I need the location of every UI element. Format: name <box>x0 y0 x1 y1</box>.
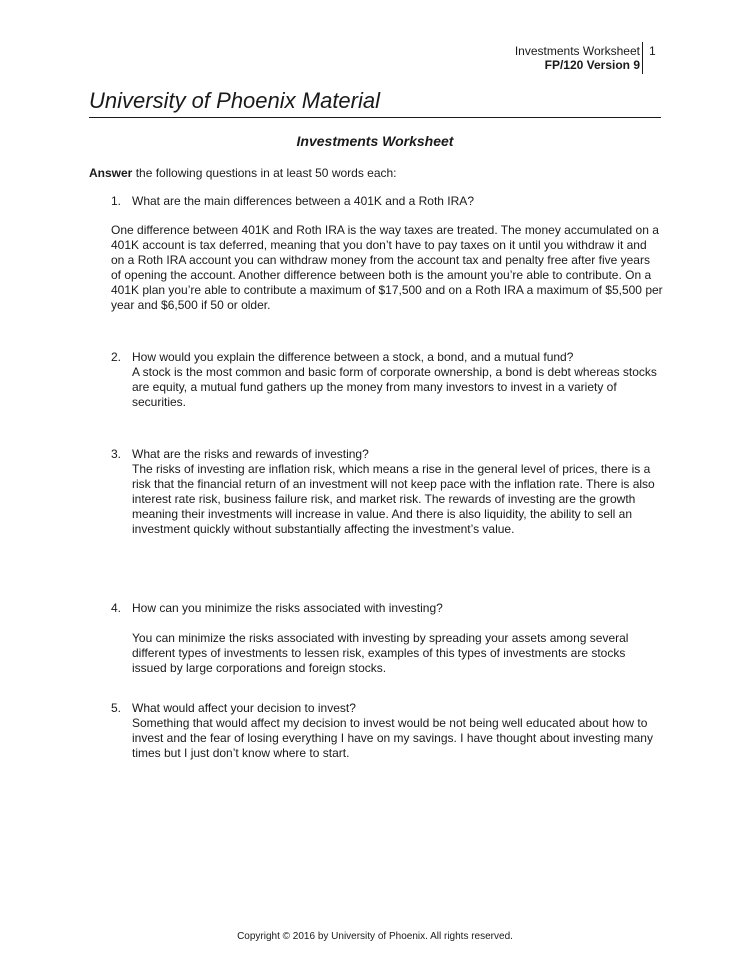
question-5 <box>111 701 661 761</box>
instructions <box>89 166 397 181</box>
answer-text: A stock is the most common and basic form of corporate ownership, a bond is debt whereas stocks are equity, a mutual fund gathers up the money from many investors to invest in a variety of securities. <box>132 365 657 409</box>
question-number: 1. <box>111 194 122 208</box>
question-3 <box>111 447 661 537</box>
question-number: 5. <box>111 701 122 715</box>
question-text: How can you minimize the risks associated with investing? <box>132 601 443 615</box>
course-version: FP/120 Version 9 <box>544 58 640 72</box>
answer-text: You can minimize the risks associated with investing by spreading your assets among several different types of investments to lessen risk, examples of this types of investments are stocks issued by large corporations and foreign stocks. <box>132 631 629 675</box>
question-number: 3. <box>111 447 122 461</box>
question-1 <box>111 194 661 209</box>
question-text: What are the risks and rewards of investing? <box>132 447 369 461</box>
material-title: University of Phoenix Material <box>89 87 661 118</box>
question-number: 2. <box>111 350 122 364</box>
question-text: What are the main differences between a 401K and a Roth IRA? <box>132 194 474 208</box>
question-text: What would affect your decision to invest? <box>132 701 356 715</box>
answer-text: One difference between 401K and Roth IRA is the way taxes are treated. The money accumulated on a 401K account is tax deferred, meaning that you don’t have to pay taxes on it until you withdraw it and on a Roth IRA account you can withdraw money from the account tax and penalty free after five years of opening the account. Another difference between both is the amount you’re able to contribute. On a 401K plan you’re able to contribute a maximum of $17,500 and on a Roth IRA a maximum of $5,500 per year and $6,500 if 50 or older. <box>111 223 663 312</box>
answer-text: The risks of investing are inflation risk, which means a rise in the general level of prices, there is a risk that the financial return of an investment will not keep pace with the inflation rate. There is also interest rate risk, business failure risk, and market risk. The rewards of investing are the growth meaning their investments will increase in value. And there is also liquidity, the ability to sell an investment quickly without substantially affecting the investment’s value. <box>132 462 655 536</box>
copyright-footer: Copyright © 2016 by University of Phoenix. All rights reserved. <box>237 931 513 942</box>
question-number: 4. <box>111 601 122 615</box>
instructions-bold: Answer <box>89 166 133 180</box>
answer-1-block <box>111 223 663 313</box>
question-4 <box>111 601 661 676</box>
worksheet-title: Investments Worksheet <box>296 133 454 149</box>
question-text: How would you explain the difference between a stock, a bond, and a mutual fund? <box>132 350 574 364</box>
question-2 <box>111 350 661 410</box>
running-header <box>515 44 640 72</box>
answer-text: Something that would affect my decision to invest would be not being well educated about how to invest and the fear of losing everything I have on my savings. I have thought about investing many times but I just don’t know where to start. <box>132 716 653 760</box>
instructions-text: the following questions in at least 50 words each: <box>132 166 397 180</box>
page-number: 1 <box>642 42 656 74</box>
running-title: Investments Worksheet <box>514 44 640 58</box>
